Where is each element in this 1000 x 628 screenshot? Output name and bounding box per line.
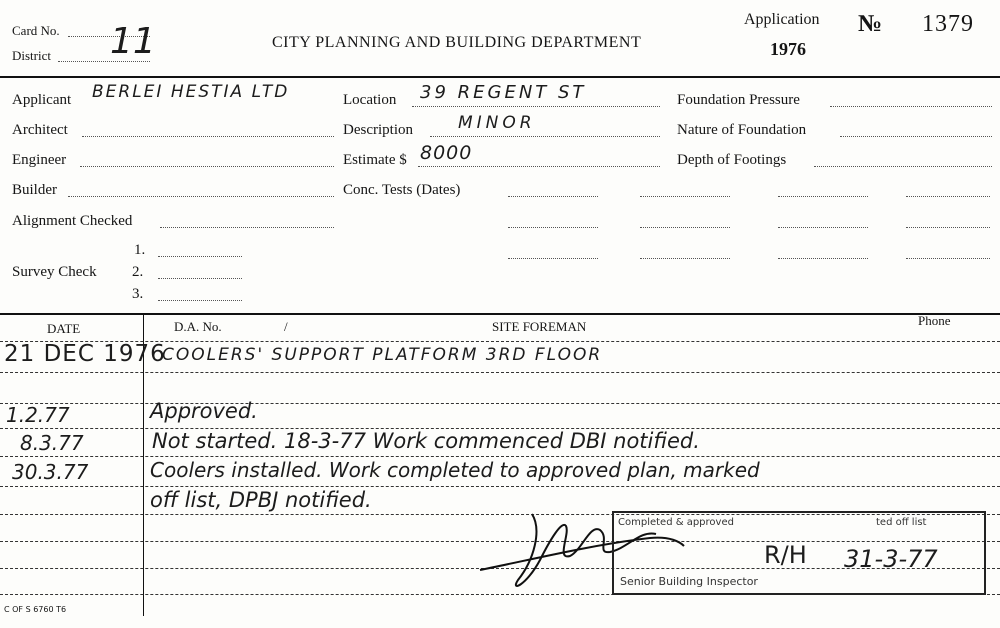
survey-number-1: 1. xyxy=(134,242,146,258)
date-header: DATE xyxy=(47,321,81,336)
foundation-pressure-line xyxy=(830,106,992,107)
conc-tests-line xyxy=(640,258,730,259)
log-entry-text: Coolers installed. Work completed to approved plan, marked xyxy=(150,458,760,482)
conc-tests-line xyxy=(640,227,730,228)
log-entry-date: 1.2.77 xyxy=(6,403,70,427)
stamp-initials: R∕H xyxy=(764,541,807,569)
log-rule xyxy=(0,486,1000,487)
applicant-label: Applicant xyxy=(12,92,72,108)
estimate-line xyxy=(418,166,660,167)
description-value: MINOR xyxy=(458,113,536,133)
application-year: 1976 xyxy=(770,39,806,59)
engineer-line xyxy=(80,166,334,167)
applicant-value: BERLEI HESTIA LTD xyxy=(92,82,290,102)
card-no-label: Card No. xyxy=(12,23,60,38)
conc-tests-line xyxy=(508,227,598,228)
log-top-rule xyxy=(0,313,1000,315)
nature-of-foundation-line xyxy=(840,136,992,137)
depth-of-footings-line xyxy=(814,166,992,167)
location-value: 39 REGENT ST xyxy=(420,82,587,103)
stamp-line1: Completed & approved xyxy=(618,517,734,528)
da-no-header: D.A. No. xyxy=(174,319,222,334)
builder-label: Builder xyxy=(12,182,57,198)
alignment-checked-label: Alignment Checked xyxy=(12,213,133,229)
architect-label: Architect xyxy=(12,122,68,138)
stamp-line3: Senior Building Inspector xyxy=(620,575,758,588)
log-entry-date: 30.3.77 xyxy=(12,460,89,484)
approval-stamp xyxy=(612,511,986,595)
log-rule xyxy=(0,372,1000,373)
engineer-label: Engineer xyxy=(12,152,67,168)
location-label: Location xyxy=(343,92,397,108)
survey-number-2: 2. xyxy=(132,264,144,280)
builder-line xyxy=(68,196,334,197)
nature-of-foundation-label: Nature of Foundation xyxy=(677,122,807,138)
department-title: CITY PLANNING AND BUILDING DEPARTMENT xyxy=(272,34,642,51)
description-label: Description xyxy=(343,122,413,138)
stamp-date: 31-3-77 xyxy=(844,545,938,573)
conc-tests-label: Conc. Tests (Dates) xyxy=(343,182,461,198)
conc-tests-line xyxy=(906,196,990,197)
survey-line-3 xyxy=(158,300,242,301)
alignment-line xyxy=(160,227,334,228)
conc-tests-line xyxy=(778,196,868,197)
foundation-pressure-label: Foundation Pressure xyxy=(677,92,800,108)
stamp-line2: ted off list xyxy=(876,517,927,528)
da-no-slash: / xyxy=(284,319,288,334)
conc-tests-line xyxy=(906,258,990,259)
log-entry-date: 8.3.77 xyxy=(20,431,84,455)
estimate-value: 8000 xyxy=(420,142,473,164)
application-label: Application xyxy=(744,11,820,28)
log-entry-text: COOLERS' SUPPORT PLATFORM 3RD FLOOR xyxy=(162,345,603,365)
number-symbol: № xyxy=(858,11,883,37)
log-rule xyxy=(0,456,1000,457)
description-line xyxy=(430,136,660,137)
log-entry-text: Approved. xyxy=(150,399,258,423)
log-entry-text: Not started. 18-3-77 Work commenced DBI notified. xyxy=(152,429,700,453)
conc-tests-line xyxy=(906,227,990,228)
survey-line-1 xyxy=(158,256,242,257)
survey-number-3: 3. xyxy=(132,286,144,302)
survey-check-label: Survey Check xyxy=(12,264,97,280)
conc-tests-line xyxy=(508,196,598,197)
header-rule xyxy=(0,76,1000,78)
district-label: District xyxy=(12,48,51,63)
estimate-label: Estimate $ xyxy=(343,152,407,168)
conc-tests-line xyxy=(778,227,868,228)
site-foreman-header: SITE FOREMAN xyxy=(492,319,587,334)
application-number: 1379 xyxy=(922,11,974,37)
architect-line xyxy=(82,136,334,137)
phone-header: Phone xyxy=(918,313,951,328)
form-code: C OF S 6760 T6 xyxy=(4,605,67,614)
survey-line-2 xyxy=(158,278,242,279)
location-line xyxy=(412,106,660,107)
conc-tests-line xyxy=(778,258,868,259)
log-entry-text: off list, DPBJ notified. xyxy=(150,488,372,512)
conc-tests-line xyxy=(640,196,730,197)
district-value: 11 xyxy=(110,21,156,62)
depth-of-footings-label: Depth of Footings xyxy=(677,152,787,168)
conc-tests-line xyxy=(508,258,598,259)
log-entry-date: 21 DEC 1976 xyxy=(4,341,166,367)
